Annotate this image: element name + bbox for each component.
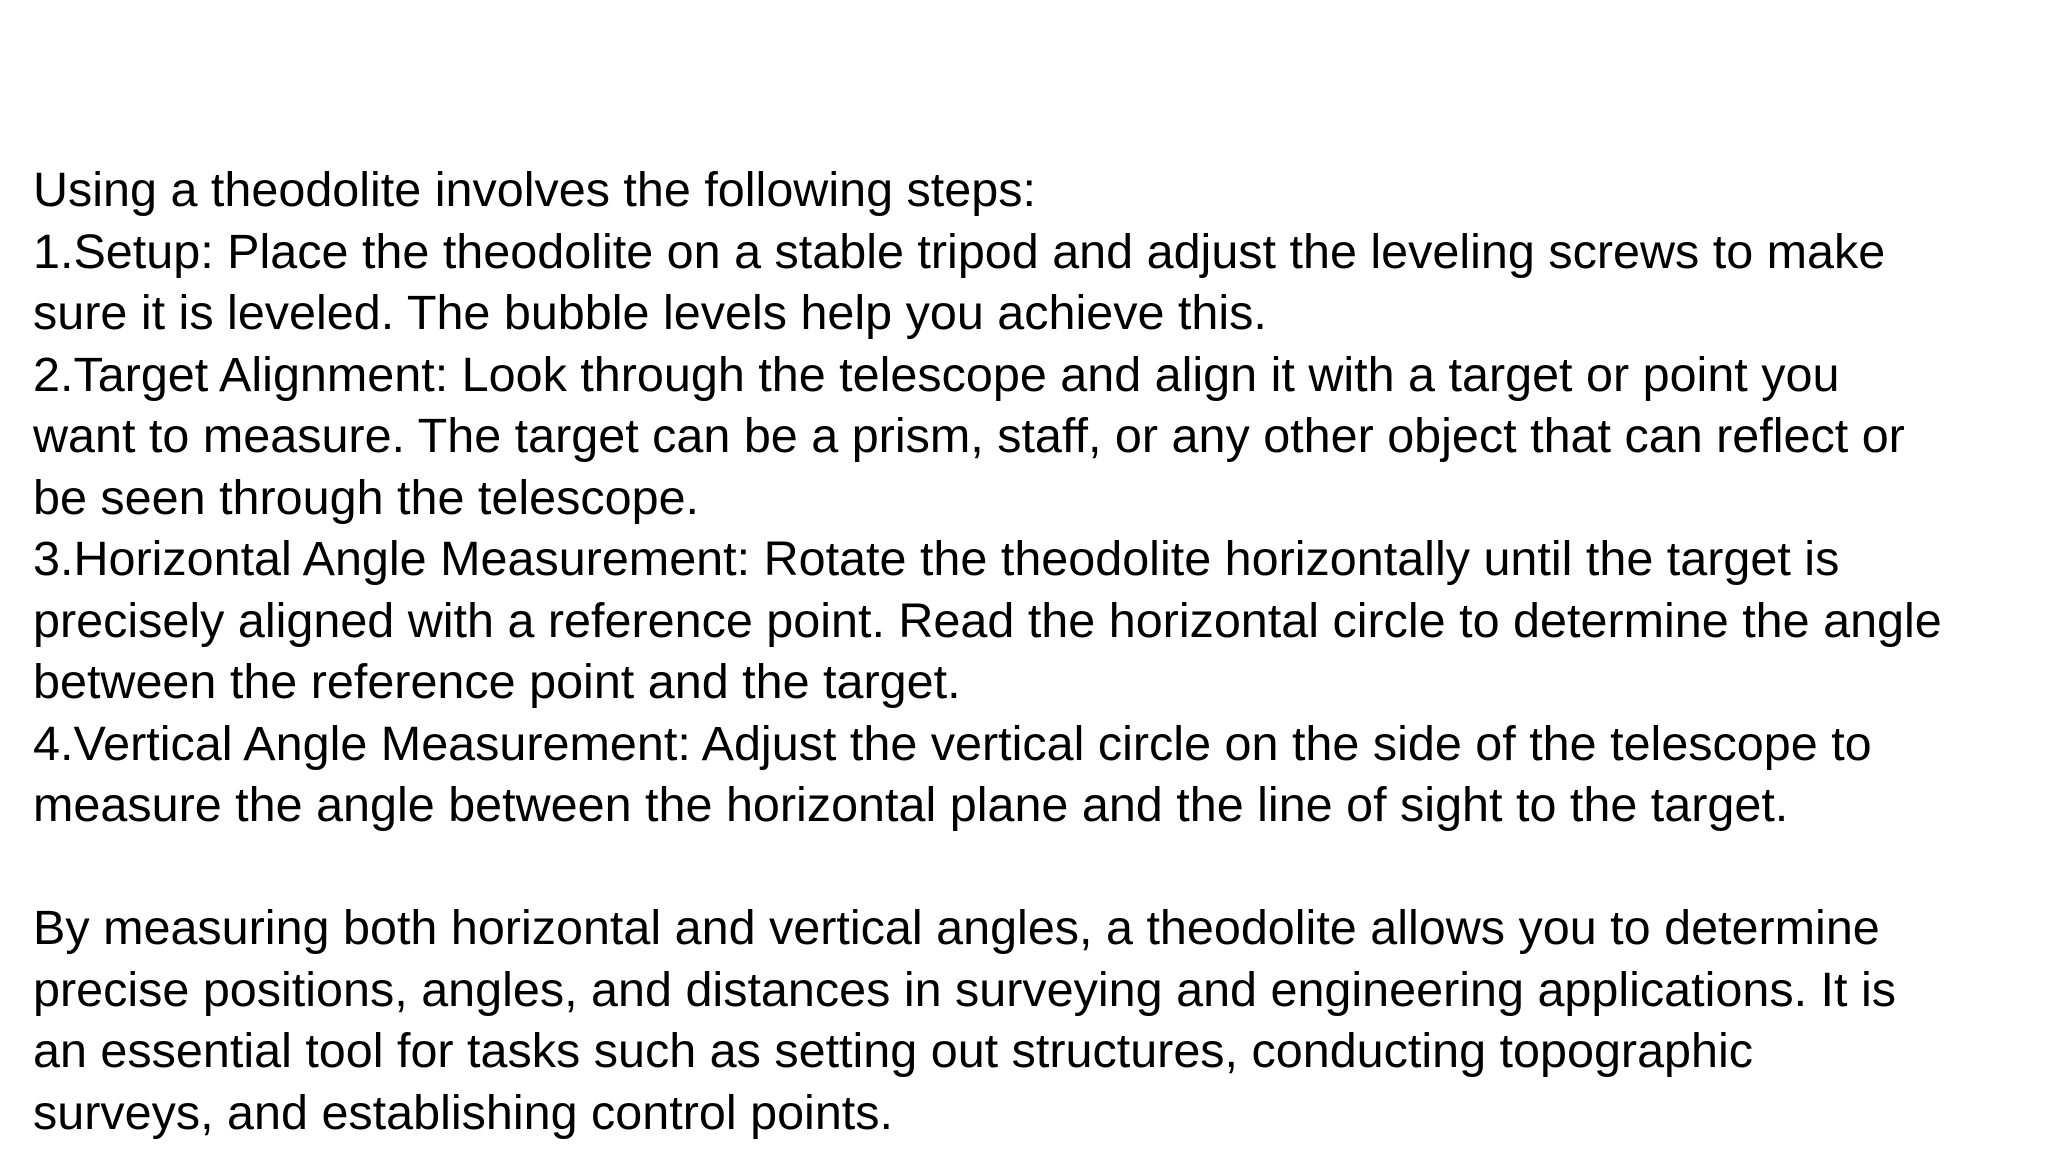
- step-3-line-2: precisely aligned with a reference point. Read the horizontal circle to determine the angle: [33, 593, 1942, 648]
- paragraph-spacer: [33, 837, 2043, 899]
- step-2-line-1: 2.Target Alignment: Look through the telescope and align it with a target or point you: [33, 347, 1840, 402]
- conclusion-paragraph: [33, 898, 2043, 1144]
- conclusion-line-1: By measuring both horizontal and vertical angles, a theodolite allows you to determine: [33, 901, 1880, 955]
- conclusion-line-4: surveys, and establishing control points.: [33, 1085, 893, 1140]
- step-4-line-1: 4.Vertical Angle Measurement: Adjust the vertical circle on the side of the telescope to: [33, 716, 1872, 771]
- intro-line: Using a theodolite involves the following steps:: [33, 163, 1036, 217]
- document-body: [33, 160, 2043, 1144]
- step-1: [33, 222, 2043, 345]
- step-2-line-3: be seen through the telescope.: [33, 470, 700, 525]
- step-3-line-1: 3.Horizontal Angle Measurement: Rotate the theodolite horizontally until the target is: [33, 532, 1840, 586]
- step-2: [33, 345, 2043, 530]
- step-3: [33, 529, 2043, 714]
- step-1-line-1: 1.Setup: Place the theodolite on a stable tripod and adjust the leveling screws to make: [33, 224, 1886, 279]
- step-4-line-2: measure the angle between the horizontal plane and the line of sight to the target.: [33, 778, 1789, 832]
- step-2-line-2: want to measure. The target can be a prism, staff, or any other object that can reflect or: [33, 409, 1905, 463]
- step-1-line-2: sure it is leveled. The bubble levels help you achieve this.: [33, 286, 1267, 340]
- conclusion-line-2: precise positions, angles, and distances in surveying and engineering applications. It is: [33, 962, 1896, 1017]
- step-3-line-3: between the reference point and the target.: [33, 655, 961, 709]
- step-4: [33, 714, 2043, 837]
- conclusion-line-3: an essential tool for tasks such as setting out structures, conducting topographic: [33, 1024, 1754, 1078]
